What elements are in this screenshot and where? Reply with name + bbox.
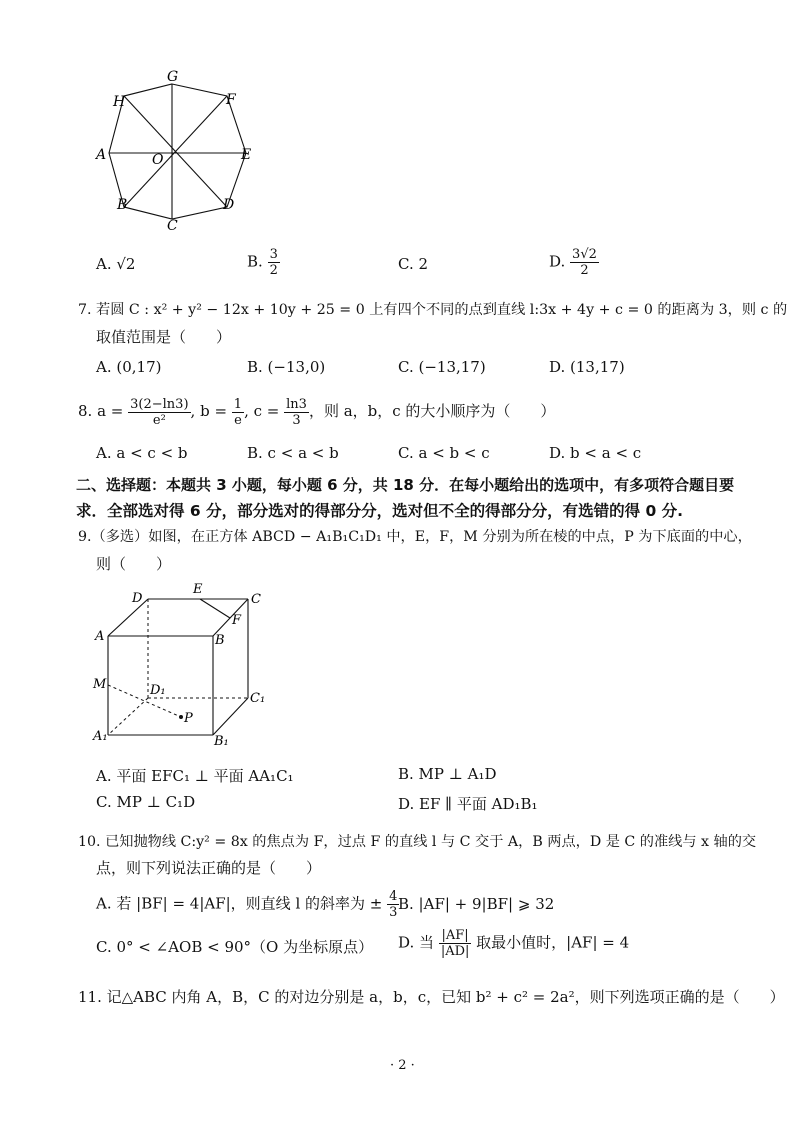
q7-line1: 7. 若圆 C : x² + y² − 12x + 10y + 25 = 0 上有四个不同的点到直线 l:3x + 4y + c = 0 的距离为 3，则 c 的 [78,302,788,318]
q6-option-c[interactable]: C. 2 [398,255,429,273]
q8-b-fraction [232,397,244,428]
q8-option-c[interactable]: C. a < b < c [398,444,490,462]
q10-option-d-num: |AF| [439,928,472,944]
q6-option-d-prefix: D. [549,252,566,271]
q7-line2: 取值范围是（ ） [96,328,232,346]
q7-option-c[interactable]: C. (−13,17) [398,358,486,376]
q10-option-b[interactable]: B. |AF| + 9|BF| ⩾ 32 [398,895,555,913]
q6-option-d-fraction [570,247,599,278]
cube-label-b: B [215,633,225,648]
q7-option-d[interactable]: D. (13,17) [549,358,625,376]
q7-option-a[interactable]: A. (0,17) [96,358,162,376]
q8-c-fraction [284,397,309,428]
q8-option-d[interactable]: D. b < a < c [549,444,642,462]
q10-option-a-prefix: A. 若 |BF| = 4|AF|，则直线 l 的斜率为 ± [96,894,383,913]
q8-option-b[interactable]: B. c < a < b [247,444,339,462]
q10-option-d[interactable] [398,928,629,959]
q6-option-d-num: 3√2 [572,247,597,262]
q6-option-a[interactable]: A. √2 [96,255,136,273]
q9-line2: 则（ ） [96,555,172,573]
q8-mid: , b = [190,402,228,420]
octagon-label-a: A [96,147,107,163]
q8-suffix: ，则 a，b，c 的大小顺序为（ ） [308,402,556,420]
q10-line1: 10. 已知抛物线 C:y² = 8x 的焦点为 F，过点 F 的直线 l 与 C 交于 A，B 两点，D 是 C 的准线与 x 轴的交 [78,834,757,850]
q6-option-b-num: 3 [269,247,278,262]
q10-option-d-den: |AD| [440,944,470,959]
q6-option-d[interactable] [549,247,599,278]
q7-option-b[interactable]: B. (−13,0) [247,358,326,376]
octagon-label-f: F [226,92,236,108]
cube-label-a1: A₁ [93,729,108,744]
octagon-label-c: C [167,218,178,234]
q10-option-d-prefix: D. 当 [398,933,435,952]
cube-label-p: P [184,711,193,726]
section2-heading-line1: 二、选择题：本题共 3 小题，每小题 6 分，共 18 分．在每小题给出的选项中，有多项符合题目要 [76,476,735,494]
cube-point-p [179,715,183,719]
q10-option-a[interactable] [96,889,399,920]
octagon-label-d: D [223,197,235,213]
q9-option-d[interactable]: D. EF ∥ 平面 AD₁B₁ [398,795,538,813]
q6-option-b[interactable] [247,247,280,278]
cube-label-e: E [193,582,203,597]
q10-option-d-fraction [439,928,472,959]
octagon-label-e: E [241,147,252,163]
q10-option-d-suffix: 取最小值时，|AF| = 4 [476,933,630,952]
q8-c-num: ln3 [286,396,307,412]
q9-line1: 9.（多选）如图，在正方体 ABCD − A₁B₁C₁D₁ 中，E，F，M 分别为所在棱的中点，P 为下底面的中心， [78,529,752,545]
q8-b-den: e [234,412,242,428]
q10-option-a-den: 3 [389,905,398,920]
q8-b-num: 1 [233,396,243,412]
octagon-label-o: O [152,152,164,168]
octagon-label-h: H [113,94,126,110]
q8-line [78,394,555,428]
q6-option-b-fraction [268,247,280,278]
q9-option-a[interactable]: A. 平面 EFC₁ ⊥ 平面 AA₁C₁ [96,767,294,785]
q6-option-b-den: 2 [269,263,278,278]
cube-label-a: A [95,629,105,644]
q8-mid2: , c = [244,402,280,420]
q9-option-b[interactable]: B. MP ⊥ A₁D [398,765,497,783]
q8-a-den: e² [152,412,166,428]
q6-option-d-den: 2 [580,263,589,278]
q8-option-a[interactable]: A. a < c < b [96,444,188,462]
q10-option-c[interactable]: C. 0° < ∠AOB < 90°（O 为坐标原点） [96,938,374,956]
octagon-label-g: G [167,69,179,85]
cube-label-d: D [132,591,143,606]
q6-option-b-prefix: B. [247,252,263,271]
cube-label-m: M [93,677,107,692]
q8-a-fraction [128,397,190,428]
octagon-figure [90,66,265,236]
q8-a-num: 3(2−ln3) [130,396,189,412]
section2-heading-line2: 求．全部选对得 6 分，部分选对的得部分分，选对但不全的得部分分，有选错的得 0 分. [76,502,684,520]
q8-prefix: 8. a = [78,402,124,420]
page-number: · 2 · [390,1058,415,1073]
q10-option-a-num: 4 [389,889,398,904]
cube-label-b1: B₁ [214,734,229,749]
cube-label-c1: C₁ [250,691,266,706]
octagon-label-b: B [117,197,128,213]
cube-label-d1: D₁ [150,683,166,698]
q10-line2: 点，则下列说法正确的是（ ） [96,859,322,877]
cube-label-f: F [232,613,242,628]
q8-c-den: 3 [292,412,301,428]
q11-line1: 11. 记△ABC 内角 A，B，C 的对边分别是 a，b，c，已知 b² + c² = 2a²，则下列选项正确的是（ ） [78,988,785,1006]
cube-label-c: C [251,592,261,607]
cube-figure [88,578,278,750]
q9-option-c[interactable]: C. MP ⊥ C₁D [96,793,196,811]
